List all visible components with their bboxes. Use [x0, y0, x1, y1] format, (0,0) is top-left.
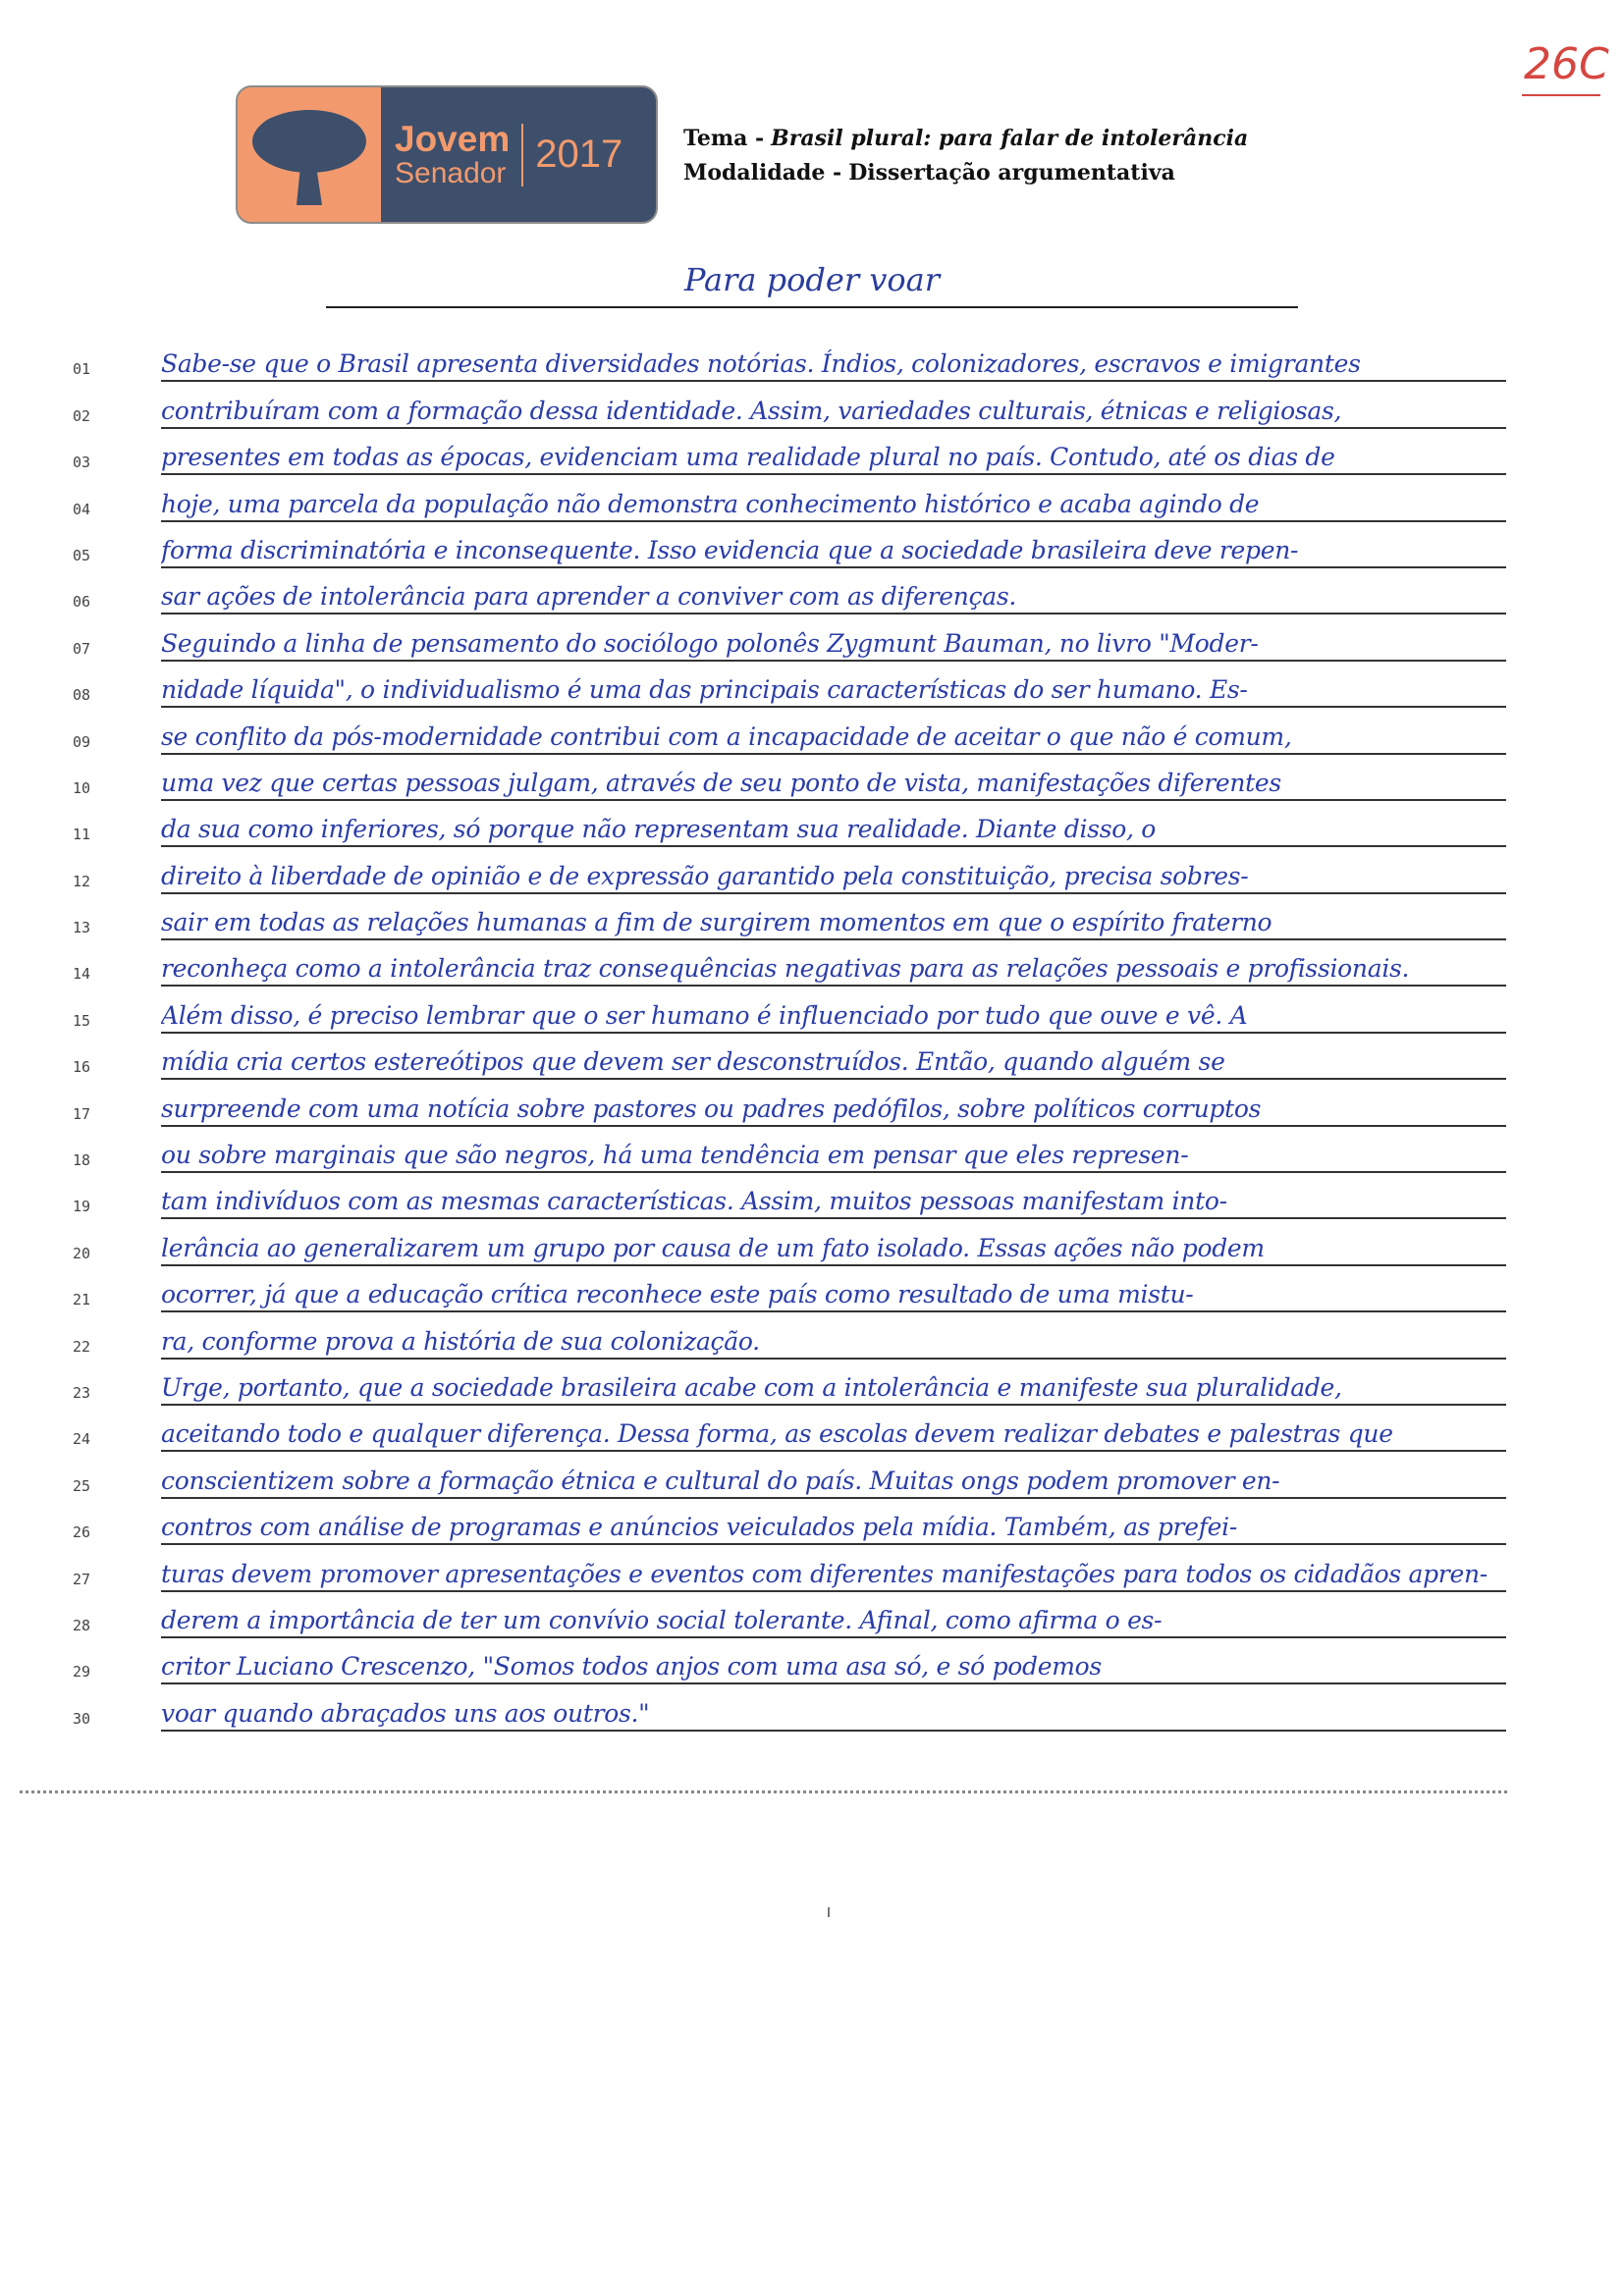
essay-line [73, 1127, 1506, 1173]
essay-line [73, 382, 1506, 428]
line-text: surpreende com uma notícia sobre pastores ou padres pedófilos, sobre políticos corruptos [161, 1095, 1506, 1127]
line-number: 25 [73, 1476, 91, 1495]
essay-line [73, 475, 1506, 521]
line-number: 02 [73, 406, 91, 425]
line-text: presentes em todas as épocas, evidenciam uma realidade plural no país. Contudo, até os dias de [161, 443, 1506, 475]
score-underline [1522, 94, 1600, 96]
line-text: aceitando todo e qualquer diferença. Dessa forma, as escolas devem realizar debates e palestras que [161, 1419, 1506, 1452]
essay-line [73, 522, 1506, 568]
essay-line [73, 614, 1506, 661]
line-text: sair em todas as relações humanas a fim de surgirem momentos em que o espírito fraterno [161, 908, 1506, 940]
line-text: ra, conforme prova a história de sua colonização. [161, 1327, 1506, 1360]
line-text: nidade líquida", o individualismo é uma das principais características do ser humano. Es- [161, 675, 1506, 708]
essay-line [73, 894, 1506, 940]
line-number: 01 [73, 360, 91, 379]
line-number: 14 [73, 965, 91, 984]
line-text: reconheça como a intolerância traz consequências negativas para as relações pessoais e profissionais. [161, 954, 1506, 987]
tema-row [683, 122, 1248, 156]
line-text: se conflito da pós-modernidade contribui com a incapacidade de aceitar o que não é comum, [161, 722, 1506, 755]
essay-line [73, 1452, 1506, 1498]
line-text: uma vez que certas pessoas julgam, através de seu ponto de vista, manifestações diferentes [161, 769, 1506, 801]
line-number: 10 [73, 778, 91, 797]
line-text: mídia cria certos estereótipos que devem ser desconstruídos. Então, quando alguém se [161, 1047, 1506, 1080]
line-text: Sabe-se que o Brasil apresenta diversidades notórias. Índios, colonizadores, escravos e imigrantes [161, 349, 1506, 382]
modalidade-label: Modalidade - [683, 160, 842, 186]
line-text: contribuíram com a formação dessa identidade. Assim, variedades culturais, étnicas e religiosas, [161, 397, 1506, 429]
essay-line [73, 847, 1506, 893]
essay-line [73, 1219, 1506, 1265]
line-text: Além disso, é preciso lembrar que o ser humano é influenciado por tudo que ouve e vê. A [161, 1001, 1506, 1034]
line-text: contros com análise de programas e anúncios veiculados pela mídia. Também, as prefei- [161, 1513, 1506, 1545]
line-text: sar ações de intolerância para aprender a conviver com as diferenças. [161, 582, 1506, 614]
modalidade-row [683, 156, 1248, 190]
line-number: 23 [73, 1383, 91, 1402]
line-number: 30 [73, 1709, 91, 1728]
logo-jovem: Jovem [395, 119, 511, 159]
essay-line [73, 1406, 1506, 1452]
header-info [683, 122, 1248, 190]
essay-line [73, 1360, 1506, 1406]
line-number: 12 [73, 872, 91, 890]
line-text: conscientizem sobre a formação étnica e cultural do país. Muitas ongs podem promover en- [161, 1467, 1506, 1499]
essay-line [73, 1034, 1506, 1080]
line-number: 17 [73, 1104, 91, 1123]
line-number: 09 [73, 732, 91, 751]
logo-senador: Senador [395, 157, 507, 189]
line-text: derem a importância de ter um convívio social tolerante. Afinal, como afirma o es- [161, 1606, 1506, 1638]
essay-line [73, 1173, 1506, 1219]
line-number: 13 [73, 919, 91, 937]
line-number: 20 [73, 1244, 91, 1262]
logo-year: 2017 [535, 133, 623, 176]
tema-label: Tema - [683, 126, 765, 151]
line-text: tam indivíduos com as mesmas características. Assim, muitos pessoas manifestam into- [161, 1187, 1506, 1219]
scan-speck [828, 1907, 830, 1917]
logo-divider [521, 124, 523, 187]
essay-title: Para poder voar [683, 261, 941, 298]
line-number: 04 [73, 500, 91, 518]
line-number: 08 [73, 686, 91, 705]
jovem-senador-logo [236, 85, 658, 224]
line-text: forma discriminatória e inconsequente. Isso evidencia que a sociedade brasileira deve repen- [161, 536, 1506, 568]
line-text: voar quando abraçados uns aos outros." [161, 1699, 1506, 1732]
line-text: Seguindo a linha de pensamento do sociólogo polonês Zygmunt Bauman, no livro "Moder- [161, 629, 1506, 662]
line-text: lerância ao generalizarem um grupo por causa de um fato isolado. Essas ações não podem [161, 1234, 1506, 1266]
essay-line [73, 1592, 1506, 1638]
essay-line [73, 336, 1506, 382]
essay-line [73, 708, 1506, 754]
line-text: ocorrer, já que a educação crítica reconhece este país como resultado de uma mistu- [161, 1280, 1506, 1312]
essay-lines [73, 336, 1506, 1732]
modalidade-value: Dissertação argumentativa [848, 160, 1175, 186]
line-text: hoje, uma parcela da população não demonstra conhecimento histórico e acaba agindo de [161, 490, 1506, 522]
logo-text [381, 87, 656, 222]
line-number: 21 [73, 1291, 91, 1309]
essay-line [73, 1499, 1506, 1545]
line-number: 27 [73, 1570, 91, 1588]
line-number: 29 [73, 1663, 91, 1682]
essay-line [73, 662, 1506, 708]
essay-line [73, 1684, 1506, 1731]
essay-line [73, 1266, 1506, 1312]
essay-line [73, 987, 1506, 1033]
essay-line [73, 568, 1506, 614]
line-number: 28 [73, 1616, 91, 1634]
line-number: 15 [73, 1011, 91, 1030]
essay-line [73, 1080, 1506, 1126]
essay-line [73, 429, 1506, 475]
line-number: 26 [73, 1523, 91, 1542]
line-number: 06 [73, 593, 91, 612]
line-text: Urge, portanto, que a sociedade brasileira acabe com a intolerância e manifeste sua pluralidade, [161, 1373, 1506, 1406]
line-text: da sua como inferiores, só porque não representam sua realidade. Diante disso, o [161, 815, 1506, 847]
line-text: ou sobre marginais que são negros, há uma tendência em pensar que eles represen- [161, 1141, 1506, 1173]
tree-icon [238, 87, 381, 222]
line-text: direito à liberdade de opinião e de expressão garantido pela constituição, precisa sobres- [161, 862, 1506, 894]
score-mark: 26C [1524, 39, 1609, 89]
line-number: 22 [73, 1337, 91, 1356]
essay-line [73, 755, 1506, 801]
essay-line [73, 940, 1506, 987]
essay-line [73, 801, 1506, 847]
line-number: 07 [73, 639, 91, 658]
tema-value: Brasil plural: para falar de intolerância [771, 126, 1249, 151]
essay-line [73, 1545, 1506, 1591]
line-number: 18 [73, 1151, 91, 1170]
line-number: 05 [73, 546, 91, 564]
essay-title-line [326, 261, 1298, 308]
line-number: 11 [73, 826, 91, 844]
line-number: 16 [73, 1058, 91, 1077]
line-text: turas devem promover apresentações e eventos com diferentes manifestações para todos os cidadãos apren- [161, 1560, 1506, 1592]
line-number: 24 [73, 1430, 91, 1449]
line-number: 19 [73, 1198, 91, 1216]
essay-line [73, 1638, 1506, 1684]
essay-line [73, 1312, 1506, 1359]
line-number: 03 [73, 454, 91, 472]
line-text: critor Luciano Crescenzo, "Somos todos anjos com uma asa só, e só podemos [161, 1652, 1506, 1684]
dotted-separator [20, 1790, 1507, 1793]
